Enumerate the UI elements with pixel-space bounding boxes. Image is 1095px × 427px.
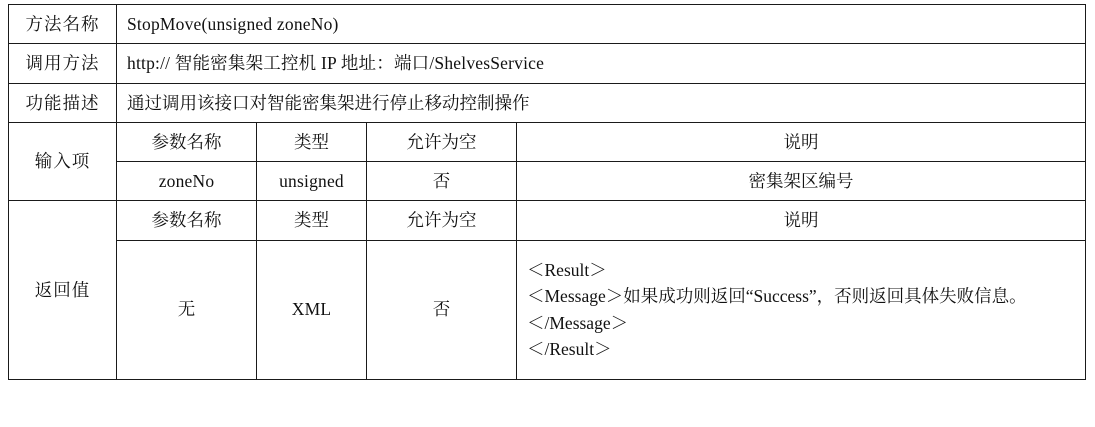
row-value-function-desc: 通过调用该接口对智能密集架进行停止移动控制操作 bbox=[117, 83, 1086, 122]
input-cell-desc: 密集架区编号 bbox=[517, 162, 1086, 201]
return-desc-line-3: ＜/Result＞ bbox=[527, 338, 612, 359]
return-header-desc: 说明 bbox=[517, 201, 1086, 240]
row-label-return: 返回值 bbox=[9, 201, 117, 379]
input-cell-nullable: 否 bbox=[367, 162, 517, 201]
return-cell-nullable: 否 bbox=[367, 240, 517, 379]
row-value-call-method: http:// 智能密集架工控机 IP 地址：端口/ShelvesService bbox=[117, 44, 1086, 83]
return-cell-type: XML bbox=[257, 240, 367, 379]
input-header-nullable: 允许为空 bbox=[367, 122, 517, 161]
row-value-method-name: StopMove(unsigned zoneNo) bbox=[117, 5, 1086, 44]
table-row bbox=[9, 44, 1086, 83]
interface-spec-table bbox=[8, 4, 1086, 380]
input-cell-param: zoneNo bbox=[117, 162, 257, 201]
row-label-function-desc: 功能描述 bbox=[9, 83, 117, 122]
row-label-method-name: 方法名称 bbox=[9, 5, 117, 44]
input-cell-type: unsigned bbox=[257, 162, 367, 201]
return-desc-line-2: ＜Message＞如果成功则返回“Success”，否则返回具体失败信息。＜/Message＞ bbox=[527, 286, 1027, 333]
row-label-input: 输入项 bbox=[9, 122, 117, 201]
return-cell-param: 无 bbox=[117, 240, 257, 379]
input-header-param: 参数名称 bbox=[117, 122, 257, 161]
return-desc-line-1: ＜Result＞ bbox=[527, 260, 607, 280]
table-row bbox=[9, 240, 1086, 379]
table-row bbox=[9, 122, 1086, 161]
input-header-type: 类型 bbox=[257, 122, 367, 161]
row-label-call-method: 调用方法 bbox=[9, 44, 117, 83]
return-header-nullable: 允许为空 bbox=[367, 201, 517, 240]
return-cell-desc bbox=[517, 240, 1086, 379]
input-header-desc: 说明 bbox=[517, 122, 1086, 161]
table-row bbox=[9, 83, 1086, 122]
return-header-type: 类型 bbox=[257, 201, 367, 240]
table-row bbox=[9, 201, 1086, 240]
return-header-param: 参数名称 bbox=[117, 201, 257, 240]
table-row bbox=[9, 162, 1086, 201]
document-page bbox=[0, 4, 1095, 427]
table-row bbox=[9, 5, 1086, 44]
